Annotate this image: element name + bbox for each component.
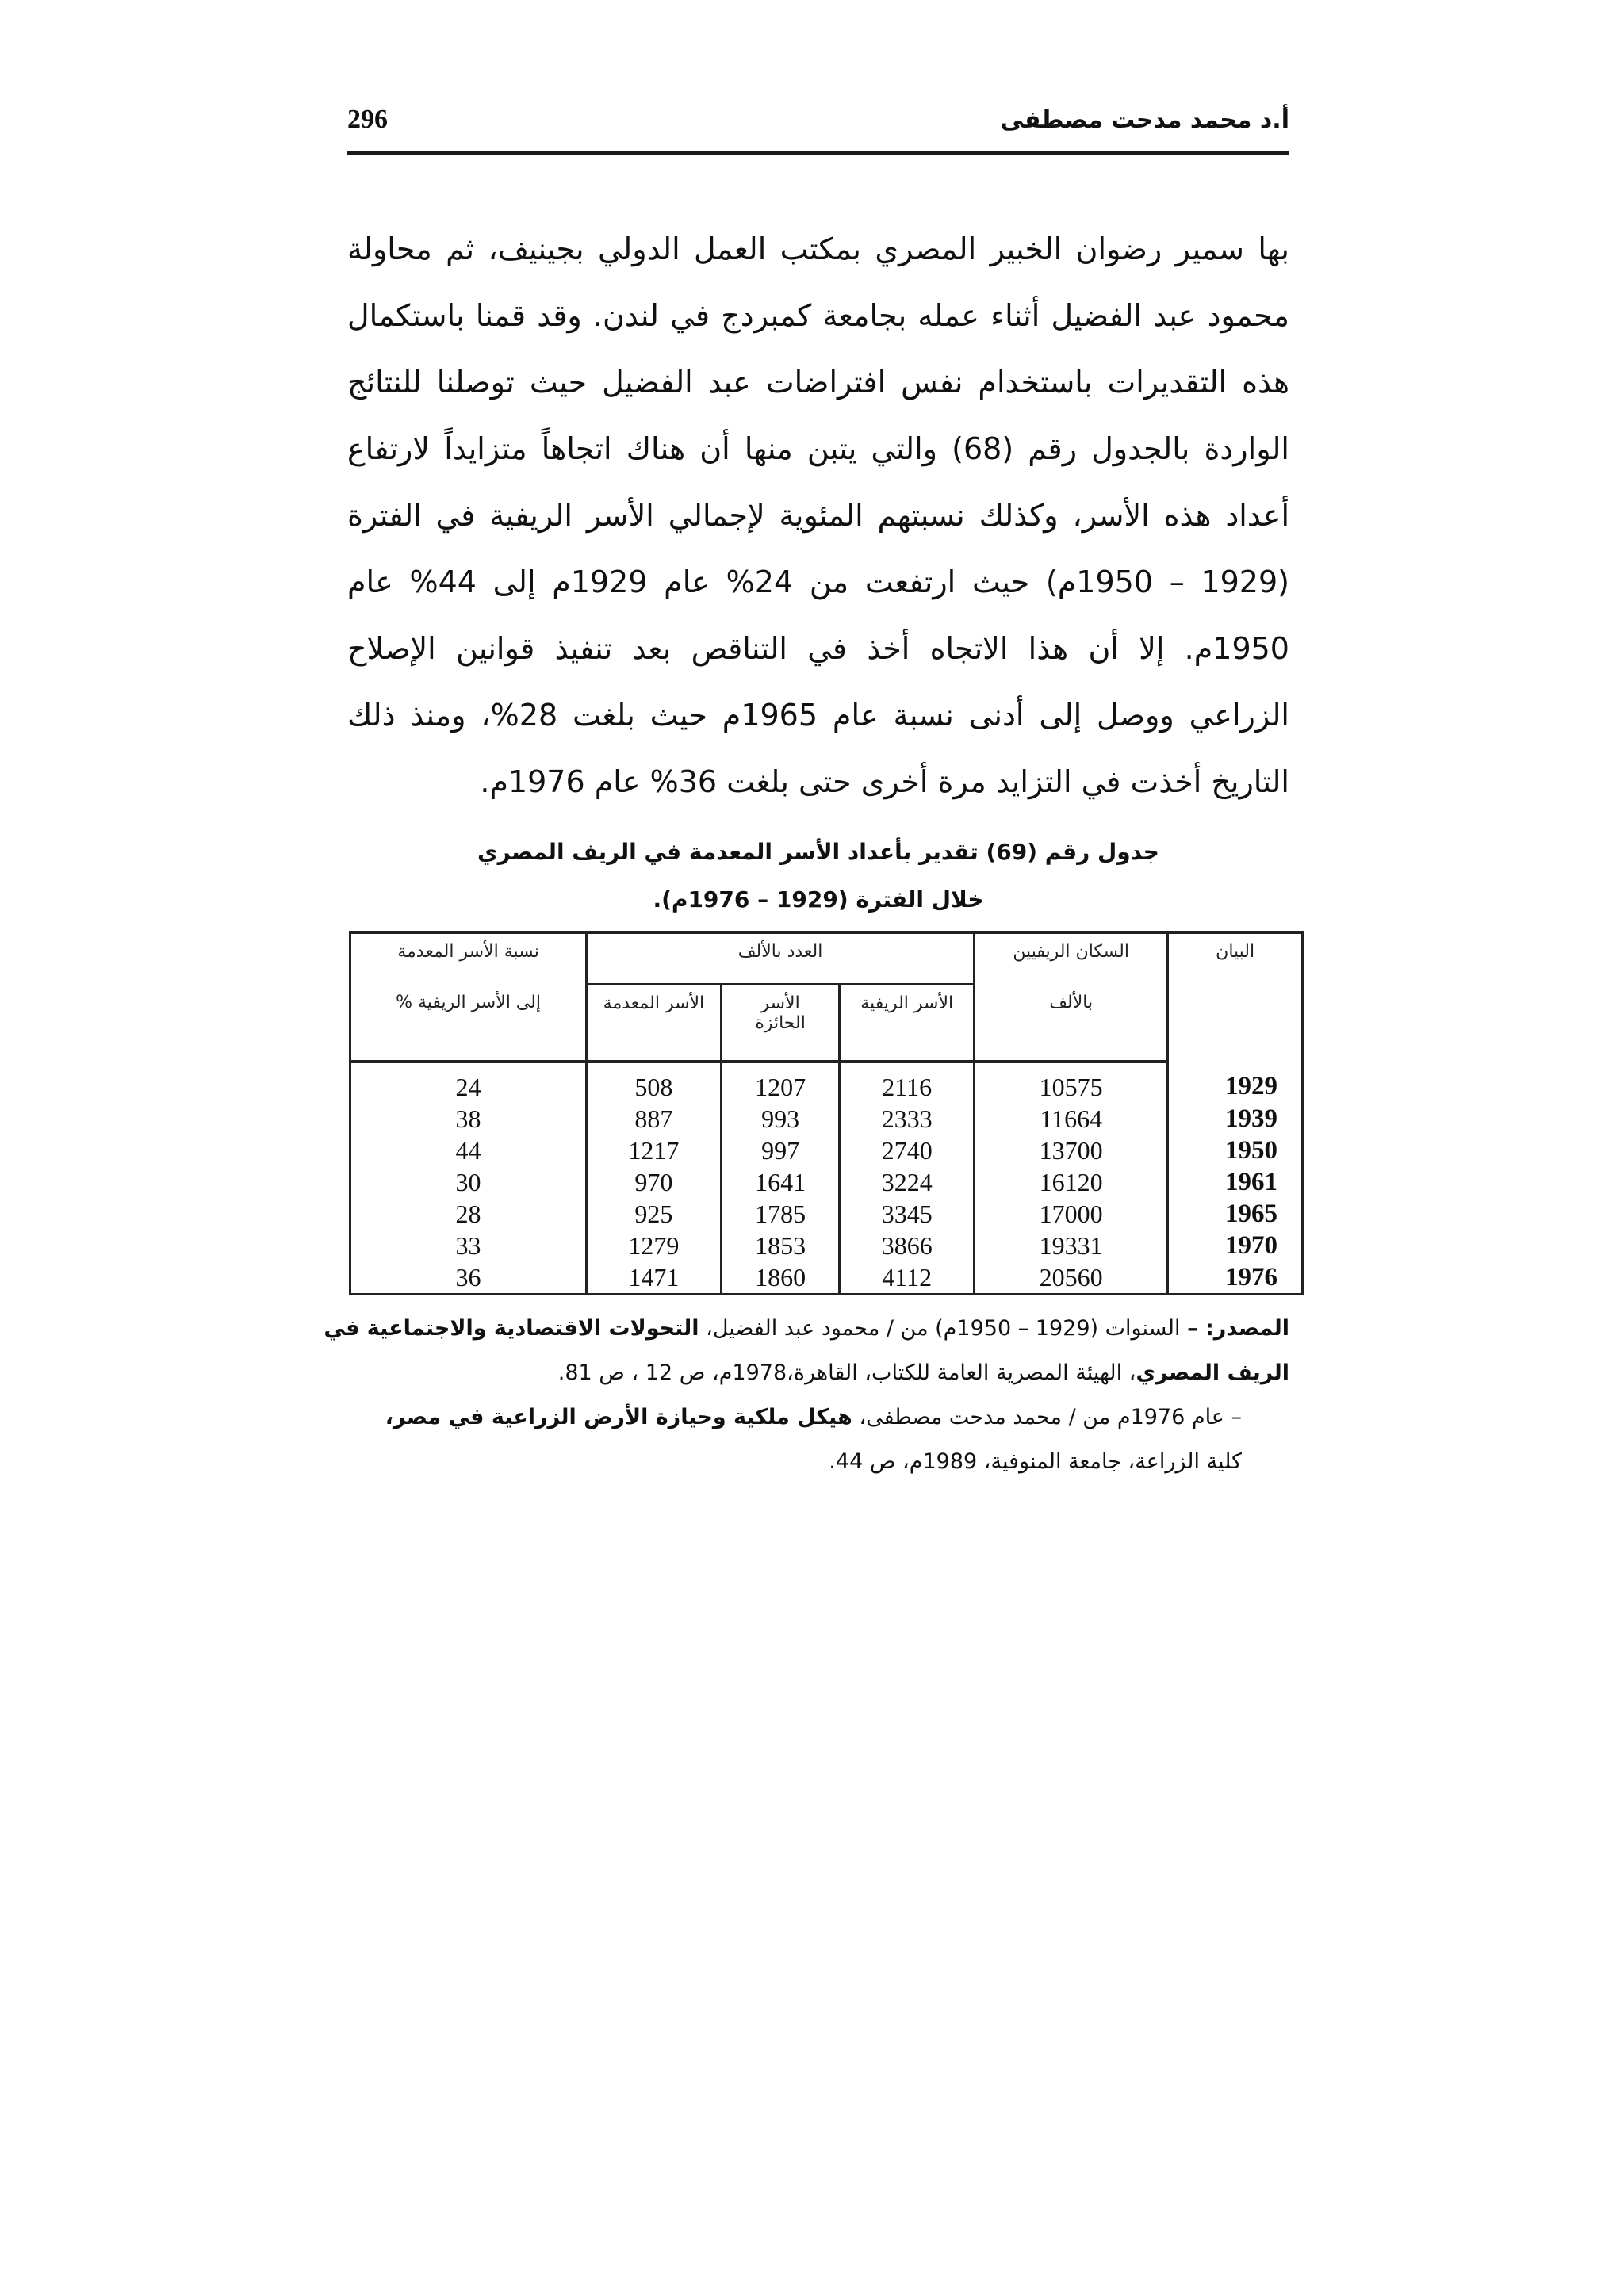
cell-holding: 1785 [721, 1198, 840, 1230]
cell-ratio: 36 [350, 1261, 587, 1295]
body-line: أعداد هذه الأسر، وكذلك نسبتهم المئوية لإجمالي الأسر الريفية في الفترة [347, 498, 1289, 533]
body-line: 1950م. إلا أن هذا الاتجاه أخذ في التناقص بعد تنفيذ قوانين الإصلاح [347, 631, 1289, 666]
cell-year: 1961 [1168, 1166, 1303, 1198]
cell-year: 1965 [1168, 1198, 1303, 1230]
page-number: 296 [347, 105, 388, 134]
cell-rural: 2116 [840, 1062, 975, 1103]
body-line: الزراعي ووصل إلى أدنى نسبة عام 1965م حيث بلغت 28%، ومنذ ذلك [347, 698, 1289, 733]
cell-year: 1929 [1168, 1062, 1303, 1103]
cell-ratio: 30 [350, 1166, 587, 1198]
table-row [350, 1135, 1303, 1166]
cell-population: 20560 [975, 1261, 1168, 1295]
cell-population: 13700 [975, 1135, 1168, 1166]
cell-destitute: 925 [587, 1198, 722, 1230]
destitute-families-table [349, 931, 1304, 1295]
cell-year: 1970 [1168, 1230, 1303, 1261]
cell-year: 1976 [1168, 1261, 1303, 1295]
table-sources [324, 1307, 1289, 1484]
col-group-count: العدد بالألف [587, 932, 975, 985]
col-header-rural-population-unit: بالألف [975, 985, 1168, 1062]
cell-destitute: 1279 [587, 1230, 722, 1261]
body-line: التاريخ أخذت في التزايد مرة أخرى حتى بلغت 36% عام 1976م. [480, 764, 1289, 799]
cell-holding: 1641 [721, 1166, 840, 1198]
table-row [350, 1230, 1303, 1261]
cell-destitute: 1471 [587, 1261, 722, 1295]
cell-rural: 2740 [840, 1135, 975, 1166]
table-row [350, 1166, 1303, 1198]
col-header-holding-families-line1: الأسر [760, 993, 800, 1013]
cell-rural: 4112 [840, 1261, 975, 1295]
col-header-ratio: نسبة الأسر المعدمة [350, 932, 587, 985]
cell-population: 19331 [975, 1230, 1168, 1261]
cell-destitute: 887 [587, 1103, 722, 1135]
col-header-holding-families [721, 985, 840, 1062]
source-line [324, 1307, 1289, 1351]
cell-rural: 3345 [840, 1198, 975, 1230]
source-line: كلية الزراعة، جامعة المنوفية، 1989م، ص 44. [829, 1449, 1242, 1474]
table-caption: جدول رقم (69) تقدير بأعداد الأسر المعدمة في الريف المصري [477, 839, 1159, 865]
source-text: – عام 1976م من / محمد مدحت مصطفى، [859, 1405, 1242, 1429]
col-header-ratio-unit: إلى الأسر الريفية % [350, 985, 587, 1062]
cell-ratio: 38 [350, 1103, 587, 1135]
body-line: بها سمير رضوان الخبير المصري بمكتب العمل الدولي بجينيف، ثم محاولة [347, 232, 1289, 266]
cell-holding: 1853 [721, 1230, 840, 1261]
source-text: ، الهيئة المصرية العامة للكتاب، القاهرة،1978م، ص 12 ، ص 81. [557, 1360, 1136, 1385]
table-row [350, 1103, 1303, 1135]
cell-rural: 2333 [840, 1103, 975, 1135]
source-label: المصدر: – [1187, 1316, 1289, 1341]
table-row [350, 1198, 1303, 1230]
cell-holding: 1860 [721, 1261, 840, 1295]
cell-destitute: 508 [587, 1062, 722, 1103]
cell-ratio: 44 [350, 1135, 587, 1166]
cell-holding: 997 [721, 1135, 840, 1166]
body-line: هذه التقديرات باستخدام نفس افتراضات عبد الفضيل حيث توصلنا للنتائج [347, 365, 1289, 400]
cell-destitute: 970 [587, 1166, 722, 1198]
source-book-title: هيكل ملكية وحيازة الأرض الزراعية في مصر، [385, 1405, 852, 1429]
source-text: السنوات (1929 – 1950م) من / محمود عبد الفضيل، [706, 1316, 1181, 1341]
col-header-statement: البيان [1168, 932, 1303, 1062]
cell-population: 11664 [975, 1103, 1168, 1135]
table-row [350, 1261, 1303, 1295]
table-caption-period: خلال الفترة (1929 – 1976م). [653, 886, 984, 913]
cell-population: 10575 [975, 1062, 1168, 1103]
cell-rural: 3224 [840, 1166, 975, 1198]
cell-ratio: 28 [350, 1198, 587, 1230]
source-line [349, 1395, 1289, 1440]
body-line: محمود عبد الفضيل أثناء عمله بجامعة كمبردج في لندن. وقد قمنا باستكمال [347, 298, 1289, 333]
body-paragraph [347, 216, 1289, 815]
col-header-destitute-families: الأسر المعدمة [587, 985, 722, 1062]
cell-holding: 993 [721, 1103, 840, 1135]
page-header [347, 101, 1289, 155]
col-header-holding-families-line2: الحائزة [755, 1013, 806, 1033]
cell-population: 16120 [975, 1166, 1168, 1198]
source-book-title: التحولات الاقتصادية والاجتماعية في [324, 1316, 699, 1341]
cell-year: 1939 [1168, 1103, 1303, 1135]
cell-ratio: 33 [350, 1230, 587, 1261]
body-line: (1929 – 1950م) حيث ارتفعت من 24% عام 1929م إلى 44% عام [347, 564, 1289, 599]
cell-population: 17000 [975, 1198, 1168, 1230]
source-line [349, 1351, 1289, 1395]
cell-year: 1950 [1168, 1135, 1303, 1166]
col-header-rural-population: السكان الريفيين [975, 932, 1168, 985]
source-book-title: الريف المصري [1136, 1360, 1289, 1385]
cell-holding: 1207 [721, 1062, 840, 1103]
table-row [350, 1062, 1303, 1103]
cell-destitute: 1217 [587, 1135, 722, 1166]
header-author: أ.د محمد مدحت مصطفى [1000, 106, 1289, 134]
body-line: الواردة بالجدول رقم (68) والتي يتبن منها أن هناك اتجاهاً متزايداً لارتفاع [347, 431, 1289, 466]
col-header-rural-families: الأسر الريفية [840, 985, 975, 1062]
cell-ratio: 24 [350, 1062, 587, 1103]
cell-rural: 3866 [840, 1230, 975, 1261]
